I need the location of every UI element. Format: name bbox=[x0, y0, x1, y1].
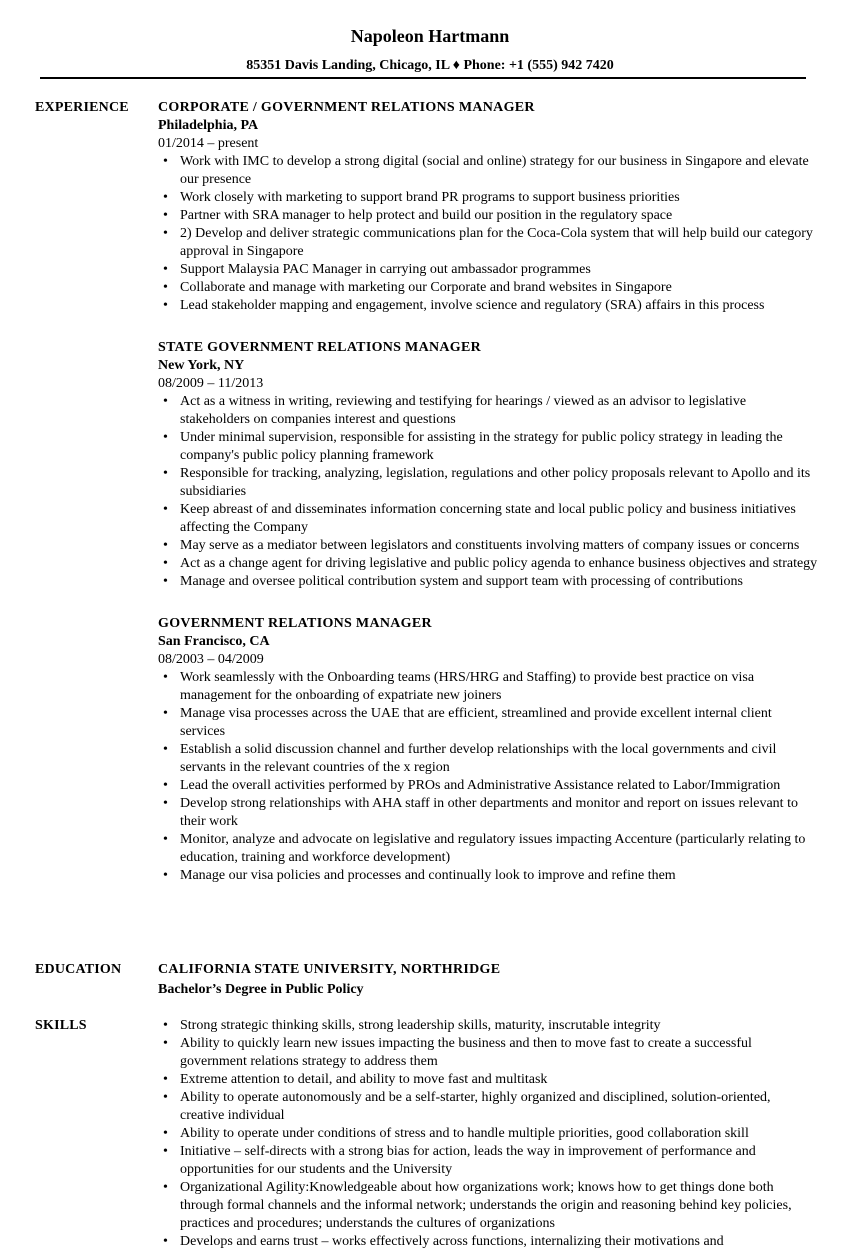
bullet-icon: • bbox=[163, 226, 168, 241]
job-bullet bbox=[158, 429, 818, 465]
bullet-text: Strong strategic thinking skills, strong leadership skills, maturity, inscrutable integrity bbox=[180, 1018, 661, 1033]
bullet-icon: • bbox=[163, 208, 168, 223]
bullet-icon: • bbox=[163, 154, 168, 169]
bullet-text: Work with IMC to develop a strong digital (social and online) strategy for our business in Singapore and elevate our presence bbox=[180, 154, 809, 187]
education-entry bbox=[158, 961, 818, 999]
candidate-name: Napoleon Hartmann bbox=[350, 26, 510, 46]
skills-list bbox=[158, 1017, 818, 1251]
skill-item bbox=[158, 1143, 818, 1179]
bullet-icon: • bbox=[163, 868, 168, 883]
skill-item bbox=[158, 1035, 818, 1071]
bullet-text: Monitor, analyze and advocate on legislative and regulatory issues impacting Accenture (particularly relating to education, training and workforce development) bbox=[180, 832, 806, 865]
bullet-text: Work seamlessly with the Onboarding teams (HRS/HRG and Staffing) to provide best practice on visa management for the onboarding of expatriate new joiners bbox=[180, 670, 755, 703]
degree-name: Bachelor’s Degree in Public Policy bbox=[158, 982, 364, 997]
job-bullet bbox=[158, 777, 818, 795]
bullet-text: Under minimal supervision, responsible for assisting in the strategy for public policy strategy in leading the company's public policy planning framework bbox=[180, 430, 783, 463]
job-bullet bbox=[158, 831, 818, 867]
job-bullets bbox=[158, 393, 818, 591]
skill-item bbox=[158, 1125, 818, 1143]
experience-list bbox=[158, 99, 818, 909]
job-bullet bbox=[158, 189, 818, 207]
bullet-icon: • bbox=[163, 1126, 168, 1141]
job-bullet bbox=[158, 537, 818, 555]
bullet-text: Initiative – self-directs with a strong bias for action, leads the way in improvement of performance and opportunities for our students and the University bbox=[180, 1144, 756, 1177]
job-entry bbox=[158, 99, 818, 315]
bullet-text: Lead stakeholder mapping and engagement, involve science and regulatory (SRA) affairs in this process bbox=[180, 298, 765, 313]
job-loc: Philadelphia, PA bbox=[158, 118, 259, 133]
job-bullet bbox=[158, 279, 818, 297]
job-loc: New York, NY bbox=[158, 358, 245, 373]
job-bullet bbox=[158, 225, 818, 261]
bullet-icon: • bbox=[163, 190, 168, 205]
bullet-icon: • bbox=[163, 1090, 168, 1105]
job-bullet bbox=[158, 867, 818, 885]
bullet-icon: • bbox=[163, 670, 168, 685]
bullet-text: Collaborate and manage with marketing our Corporate and brand websites in Singapore bbox=[180, 280, 672, 295]
job-bullet bbox=[158, 393, 818, 429]
bullet-text: Work closely with marketing to support brand PR programs to support business priorities bbox=[180, 190, 680, 205]
job-bullet bbox=[158, 501, 818, 537]
resume-header bbox=[0, 24, 860, 75]
bullet-icon: • bbox=[163, 262, 168, 277]
bullet-icon: • bbox=[163, 298, 168, 313]
bullet-text: Keep abreast of and disseminates information concerning state and local public policy and business initiatives affecting the Company bbox=[180, 502, 796, 535]
bullet-text: Manage our visa policies and processes and continually look to improve and refine them bbox=[180, 868, 676, 883]
job-bullet bbox=[158, 153, 818, 189]
job-loc: San Francisco, CA bbox=[158, 634, 270, 649]
job-bullet bbox=[158, 573, 818, 591]
job-bullet bbox=[158, 261, 818, 279]
header-divider bbox=[40, 77, 806, 79]
section-label-education: EDUCATION bbox=[35, 962, 122, 977]
bullet-text: Act as a change agent for driving legislative and public policy agenda to enhance business objectives and strategy bbox=[180, 556, 818, 571]
bullet-icon: • bbox=[163, 1234, 168, 1249]
job-bullet bbox=[158, 297, 818, 315]
bullet-text: Manage visa processes across the UAE that are efficient, streamlined and provide excellent internal client services bbox=[180, 706, 772, 739]
bullet-text: Develop strong relationships with AHA staff in other departments and monitor and report on issues relevant to their work bbox=[180, 796, 798, 829]
bullet-text: Lead the overall activities performed by PROs and Administrative Assistance related to Labor/Immigration bbox=[180, 778, 781, 793]
job-title: GOVERNMENT RELATIONS MANAGER bbox=[158, 616, 432, 631]
bullet-text: 2) Develop and deliver strategic communications plan for the Coca-Cola system that will help build our category approval in Singapore bbox=[180, 226, 813, 259]
bullet-icon: • bbox=[163, 742, 168, 757]
job-title: CORPORATE / GOVERNMENT RELATIONS MANAGER bbox=[158, 100, 535, 115]
job-bullet bbox=[158, 669, 818, 705]
skill-item bbox=[158, 1179, 818, 1233]
job-bullets bbox=[158, 669, 818, 885]
bullet-icon: • bbox=[163, 778, 168, 793]
bullet-icon: • bbox=[163, 466, 168, 481]
bullet-text: Ability to operate under conditions of stress and to handle multiple priorities, good collaboration skill bbox=[180, 1126, 749, 1141]
bullet-icon: • bbox=[163, 394, 168, 409]
job-dates: 08/2009 – 11/2013 bbox=[158, 376, 264, 391]
job-bullet bbox=[158, 741, 818, 777]
bullet-icon: • bbox=[163, 556, 168, 571]
bullet-icon: • bbox=[163, 1072, 168, 1087]
bullet-icon: • bbox=[163, 706, 168, 721]
section-label-experience: EXPERIENCE bbox=[35, 100, 129, 115]
job-dates: 08/2003 – 04/2009 bbox=[158, 652, 264, 667]
bullet-icon: • bbox=[163, 832, 168, 847]
bullet-text: Ability to operate autonomously and be a self-starter, highly organized and disciplined, solution-oriented, creative individual bbox=[180, 1090, 771, 1123]
job-bullet bbox=[158, 465, 818, 501]
job-dates: 01/2014 – present bbox=[158, 136, 259, 151]
bullet-icon: • bbox=[163, 574, 168, 589]
bullet-icon: • bbox=[163, 1036, 168, 1051]
bullet-text: Organizational Agility:Knowledgeable about how organizations work; knows how to get things done both through formal channels and the informal network; understands the origin and reasoning behind key policies, practices and procedures; understands the cultures of organizations bbox=[180, 1180, 792, 1231]
job-bullet bbox=[158, 795, 818, 831]
bullet-text: Partner with SRA manager to help protect and build our position in the regulatory space bbox=[180, 208, 673, 223]
contact-line: 85351 Davis Landing, Chicago, IL ♦ Phone: +1 (555) 942 7420 bbox=[246, 58, 614, 73]
bullet-text: Develops and earns trust – works effectively across functions, internalizing their motivations and bbox=[180, 1234, 724, 1249]
skills-list-container bbox=[158, 1017, 818, 1251]
bullet-text: Responsible for tracking, analyzing, legislation, regulations and other policy proposals relevant to Apollo and its subsidiaries bbox=[180, 466, 811, 499]
job-title: STATE GOVERNMENT RELATIONS MANAGER bbox=[158, 340, 482, 355]
bullet-icon: • bbox=[163, 1018, 168, 1033]
bullet-text: Act as a witness in writing, reviewing and testifying for hearings / viewed as an advisor to legislative stakeholders on companies interest and questions bbox=[180, 394, 747, 427]
job-entry bbox=[158, 339, 818, 591]
bullet-text: Ability to quickly learn new issues impacting the business and then to move fast to create a successful government relations strategy to address them bbox=[180, 1036, 752, 1069]
bullet-text: Extreme attention to detail, and ability to move fast and multitask bbox=[180, 1072, 548, 1087]
skill-item bbox=[158, 1071, 818, 1089]
bullet-text: May serve as a mediator between legislators and constituents involving matters of company issues or concerns bbox=[180, 538, 800, 553]
bullet-icon: • bbox=[163, 1144, 168, 1159]
bullet-icon: • bbox=[163, 502, 168, 517]
bullet-icon: • bbox=[163, 796, 168, 811]
job-bullets bbox=[158, 153, 818, 315]
skill-item bbox=[158, 1017, 818, 1035]
bullet-icon: • bbox=[163, 1180, 168, 1195]
job-bullet bbox=[158, 705, 818, 741]
job-bullet bbox=[158, 207, 818, 225]
job-bullet bbox=[158, 555, 818, 573]
skill-item bbox=[158, 1089, 818, 1125]
bullet-icon: • bbox=[163, 538, 168, 553]
bullet-text: Manage and oversee political contribution system and support team with processing of contributions bbox=[180, 574, 743, 589]
job-entry bbox=[158, 615, 818, 885]
bullet-text: Support Malaysia PAC Manager in carrying out ambassador programmes bbox=[180, 262, 591, 277]
section-label-skills: SKILLS bbox=[35, 1018, 87, 1033]
school-name: CALIFORNIA STATE UNIVERSITY, NORTHRIDGE bbox=[158, 962, 501, 977]
skill-item bbox=[158, 1233, 818, 1251]
bullet-icon: • bbox=[163, 430, 168, 445]
bullet-text: Establish a solid discussion channel and further develop relationships with the local governments and civil servants in the relevant countries of the x region bbox=[180, 742, 777, 775]
bullet-icon: • bbox=[163, 280, 168, 295]
